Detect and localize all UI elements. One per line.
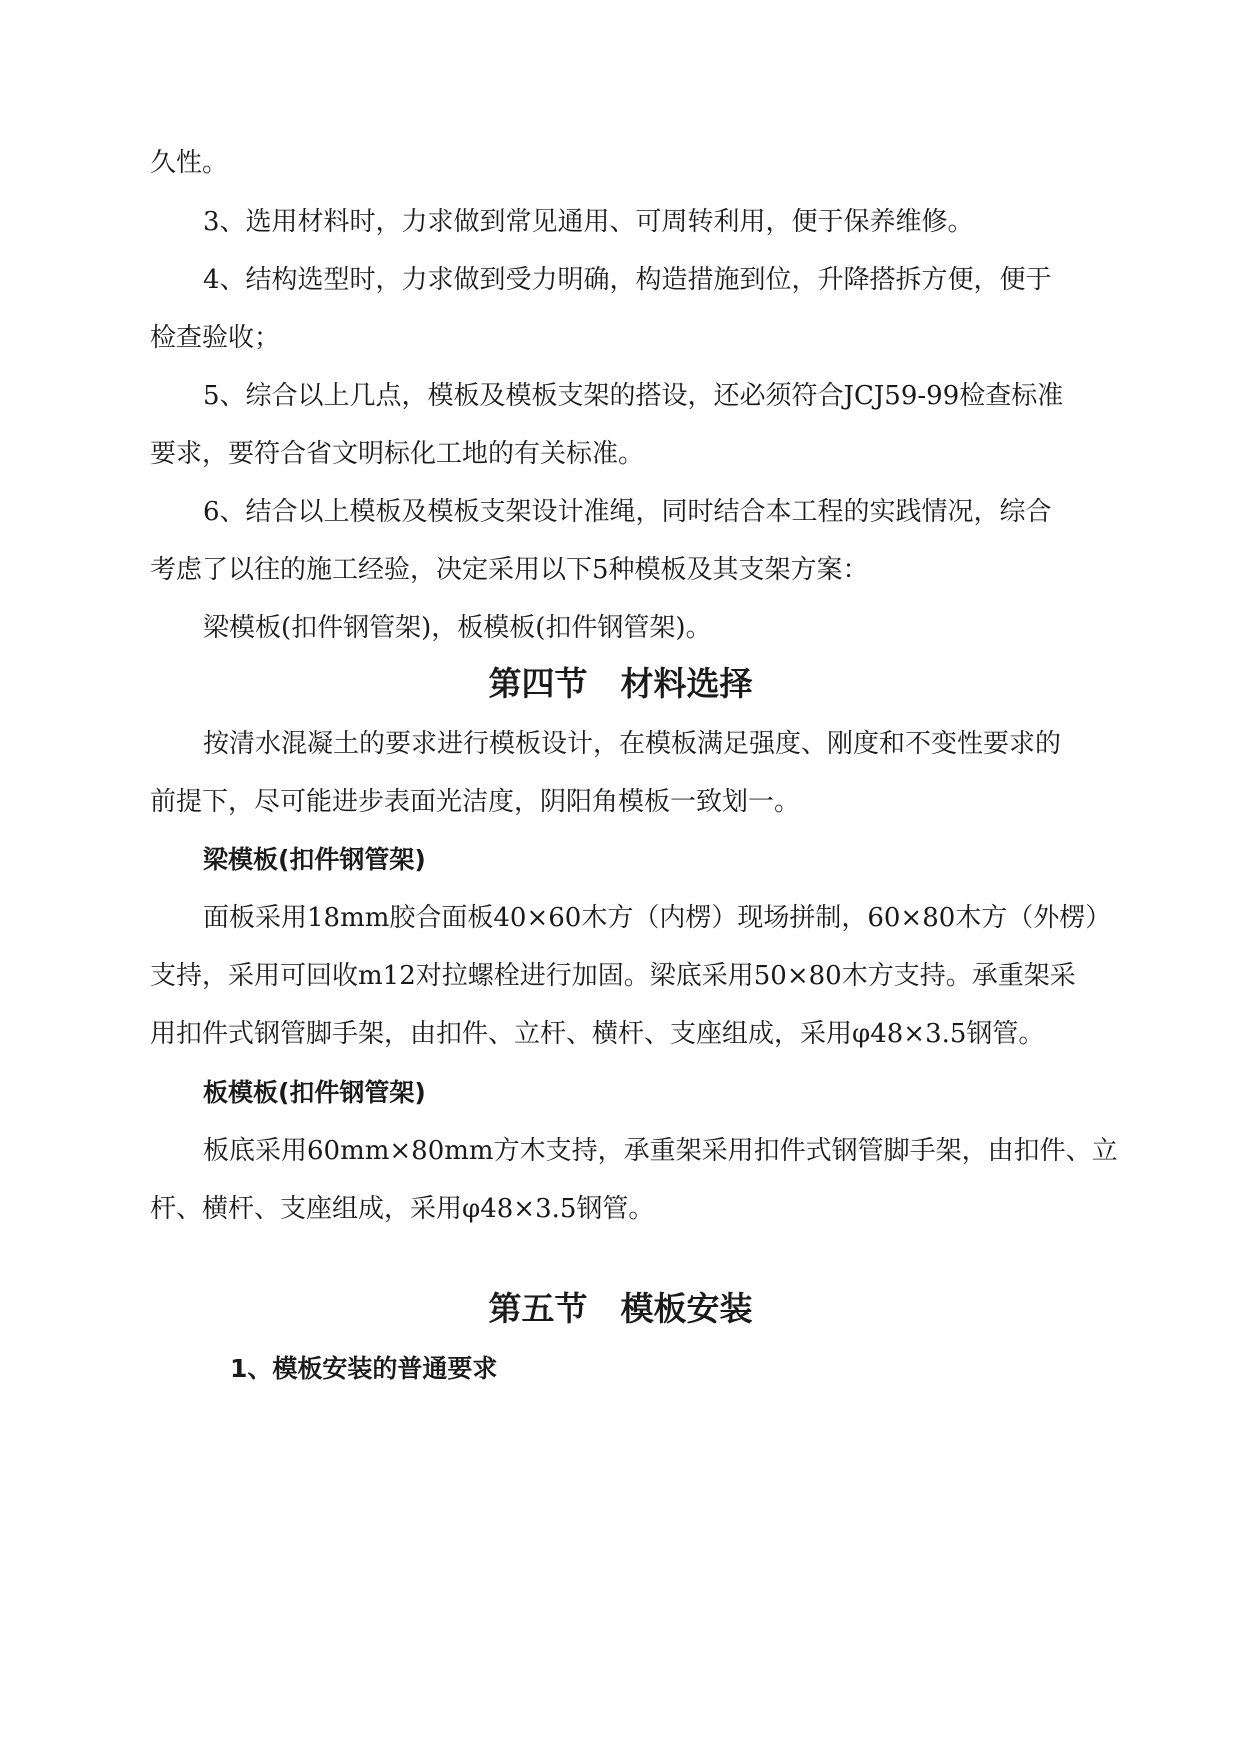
text-line: 5、综合以上几点，模板及模板支架的搭设，还必须符合JCJ59-99检查标准 — [203, 381, 1064, 411]
section-heading-5: 第五节 模板安装 — [488, 1289, 753, 1328]
text-line: 前提下，尽可能进步表面光洁度，阴阳角模板一致划一。 — [150, 787, 801, 817]
subsection-title-slab: 板模板(扣件钢管架) — [203, 1078, 426, 1107]
text-line: 6、结合以上模板及模板支架设计准绳，同时结合本工程的实践情况，综合 — [203, 497, 1052, 527]
text-line: 按清水混凝土的要求进行模板设计，在模板满足强度、刚度和不变性要求的 — [203, 729, 1062, 759]
section-heading-4: 第四节 材料选择 — [488, 664, 753, 703]
text-line: 考虑了以往的施工经验，决定采用以下5种模板及其支架方案： — [150, 555, 869, 585]
text-line: 检查验收； — [150, 323, 281, 353]
text-line: 板底采用60mm×80mm方木支持，承重架采用扣件式钢管脚手架，由扣件、立 — [203, 1136, 1118, 1166]
subsection-title-install: 1、模板安装的普通要求 — [230, 1354, 498, 1383]
text-line: 支持，采用可回收m12对拉螺栓进行加固。梁底采用50×80木方支持。承重架采 — [150, 961, 1076, 991]
text-line: 梁模板(扣件钢管架)，板模板(扣件钢管架)。 — [203, 613, 712, 643]
subsection-title-beam: 梁模板(扣件钢管架) — [203, 845, 426, 874]
text-line: 久性。 — [150, 148, 229, 178]
text-line: 杆、横杆、支座组成，采用φ48×3.5钢管。 — [150, 1194, 655, 1224]
text-line: 面板采用18mm胶合面板40×60木方（内楞）现场拼制，60×80木方（外楞） — [203, 903, 1112, 933]
text-line: 3、选用材料时，力求做到常见通用、可周转利用，便于保养维修。 — [203, 207, 974, 237]
text-line: 4、结构选型时，力求做到受力明确，构造措施到位，升降搭拆方便，便于 — [203, 265, 1052, 295]
text-line: 要求，要符合省文明标化工地的有关标准。 — [150, 439, 645, 469]
text-line: 用扣件式钢管脚手架，由扣件、立杆、横杆、支座组成，采用φ48×3.5钢管。 — [150, 1019, 1045, 1049]
